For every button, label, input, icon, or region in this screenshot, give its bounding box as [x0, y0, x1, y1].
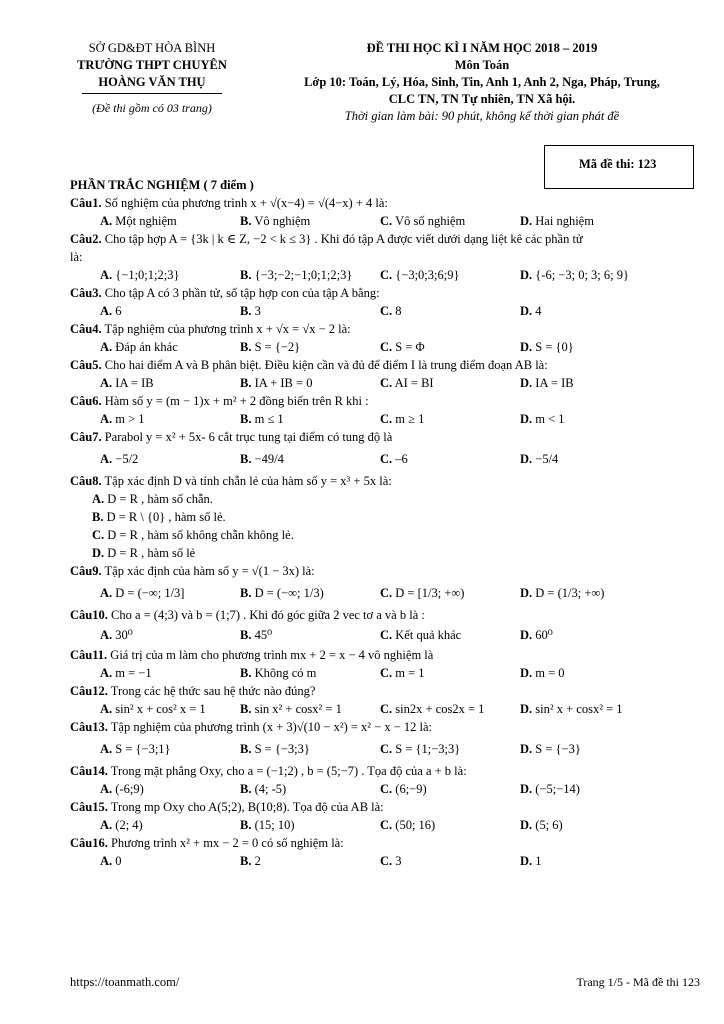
- option-letter: B.: [240, 214, 252, 228]
- question-text: Cho hai điểm A và B phân biệt. Điều kiện cần và đủ để điểm I là trung điểm đoạn AB là:: [101, 358, 548, 372]
- option-letter: A.: [100, 214, 113, 228]
- option-text: 8: [395, 304, 402, 318]
- option-letter: A.: [100, 702, 113, 716]
- options-row: [70, 780, 700, 798]
- option-text: S = {1;−3;3}: [395, 742, 461, 756]
- option-text: (-6;9): [115, 782, 144, 796]
- option-text: 3: [395, 854, 402, 868]
- option-d[interactable]: [520, 852, 542, 870]
- option-text: IA + IB = 0: [254, 376, 313, 390]
- option-text: (−5;−14): [535, 782, 580, 796]
- option-letter: C.: [380, 742, 393, 756]
- option-letter: C.: [380, 586, 393, 600]
- option-a[interactable]: [100, 266, 240, 284]
- option-b[interactable]: [240, 816, 380, 834]
- option-letter: D.: [520, 702, 533, 716]
- option-letter: C.: [380, 854, 393, 868]
- exam-classes-2: CLC TN, TN Tự nhiên, TN Xã hội.: [388, 92, 576, 106]
- option-c[interactable]: [380, 302, 520, 320]
- option-letter: B.: [240, 666, 252, 680]
- question-text: Tập xác định của hàm số y = √(1 − 3x) là:: [101, 564, 315, 578]
- question-label: Câu14.: [70, 764, 108, 778]
- option-c[interactable]: [380, 816, 520, 834]
- option-letter: D.: [520, 304, 533, 318]
- option-b[interactable]: [240, 780, 380, 798]
- option-letter: D.: [520, 214, 533, 228]
- option-c[interactable]: [380, 374, 520, 392]
- option-letter: D.: [520, 376, 533, 390]
- option-a[interactable]: [100, 700, 240, 718]
- option-letter: A.: [100, 818, 113, 832]
- option-letter: D.: [520, 742, 533, 756]
- question: [70, 230, 700, 248]
- option-b[interactable]: [240, 374, 380, 392]
- option-letter: A.: [100, 304, 113, 318]
- option-text: m ≥ 1: [395, 412, 425, 426]
- option-a[interactable]: [100, 736, 240, 762]
- question-label: Câu9.: [70, 564, 102, 578]
- option-d[interactable]: [520, 580, 604, 606]
- school-name-2: HOÀNG VĂN THỤ: [98, 75, 206, 89]
- option-letter: A.: [100, 782, 113, 796]
- header-left: [52, 40, 252, 117]
- question-text: Trong mp Oxy cho A(5;2), B(10;8). Tọa độ của AB là:: [107, 800, 384, 814]
- option-d[interactable]: [520, 736, 581, 762]
- question-label: Câu11.: [70, 648, 108, 662]
- pages-note: (Đề thi gồm có 03 trang): [92, 101, 212, 115]
- option-text: 2: [254, 854, 261, 868]
- school-name-1: TRƯỜNG THPT CHUYÊN: [77, 58, 227, 72]
- option-text: (4; -5): [254, 782, 287, 796]
- option-letter: D.: [520, 782, 533, 796]
- option-text: m = 1: [395, 666, 425, 680]
- option-letter: A.: [100, 268, 113, 282]
- options-row: [70, 302, 700, 320]
- option-text: Không có m: [254, 666, 317, 680]
- question-label: Câu12.: [70, 684, 108, 698]
- option-letter: C.: [380, 340, 393, 354]
- option-letter: D.: [520, 340, 533, 354]
- option-text: D = (1/3; +∞): [535, 586, 605, 600]
- option-letter: D.: [520, 452, 533, 466]
- option-b[interactable]: [240, 266, 380, 284]
- option-text: D = R , hàm số chẵn.: [107, 492, 213, 506]
- option-text: 4: [535, 304, 542, 318]
- option-text: D = [1/3; +∞): [395, 586, 465, 600]
- question-text: Tập nghiệm của phương trình (x + 3)√(10 − x²) = x² − x − 12 là:: [107, 720, 433, 734]
- question-text: Giá trị của m làm cho phương trình mx + 2 = x − 4 vô nghiệm là: [107, 648, 434, 662]
- option-letter: B.: [240, 702, 252, 716]
- option-text: Kết quả khác: [395, 628, 462, 642]
- option-c[interactable]: [380, 580, 520, 606]
- question: [70, 646, 700, 664]
- footer-page: Trang 1/5 - Mã đề thi 123: [576, 975, 700, 989]
- option-letter: B.: [240, 412, 252, 426]
- exam-subject: Môn Toán: [454, 58, 510, 72]
- option-letter: B.: [240, 628, 252, 642]
- question-text: Hàm số y = (m − 1)x + m² + 2 đồng biến trên R khi :: [101, 394, 369, 408]
- option-text: Đáp án khác: [115, 340, 178, 354]
- option-text: S = Φ: [395, 340, 425, 354]
- option-a[interactable]: [70, 490, 700, 508]
- option-letter: C.: [380, 412, 393, 426]
- option-letter: A.: [100, 666, 113, 680]
- option-text: Vô nghiệm: [254, 214, 311, 228]
- option-text: AI = BI: [394, 376, 434, 390]
- option-letter: C.: [380, 304, 393, 318]
- option-letter: D.: [92, 546, 105, 560]
- question-text: Tập xác định D và tính chẵn lẻ của hàm số y = x³ + 5x là:: [101, 474, 392, 488]
- option-c[interactable]: [380, 446, 520, 472]
- question: [70, 606, 700, 624]
- question: [70, 194, 700, 212]
- option-d[interactable]: [520, 700, 623, 718]
- option-d[interactable]: [520, 780, 580, 798]
- option-b[interactable]: [240, 212, 380, 230]
- option-b[interactable]: [240, 700, 380, 718]
- option-text: Một nghiệm: [115, 214, 177, 228]
- option-text: S = {−3;1}: [115, 742, 171, 756]
- question-label: Câu13.: [70, 720, 108, 734]
- option-a[interactable]: [100, 338, 240, 356]
- option-text: S = {0}: [535, 340, 574, 354]
- options-row: [70, 338, 700, 356]
- question-list: [70, 194, 700, 870]
- option-text: IA = IB: [535, 376, 574, 390]
- option-letter: C.: [380, 268, 393, 282]
- option-letter: B.: [240, 586, 252, 600]
- header-right: [262, 40, 702, 125]
- question-label: Câu6.: [70, 394, 102, 408]
- option-c[interactable]: [380, 736, 520, 762]
- option-d[interactable]: [520, 446, 558, 472]
- option-text: IA = IB: [115, 376, 154, 390]
- option-letter: C.: [380, 376, 393, 390]
- question: [70, 320, 700, 338]
- option-text: −5/2: [115, 452, 139, 466]
- option-text: Hai nghiệm: [535, 214, 594, 228]
- question-text: Phương trình x² + mx − 2 = 0 có số nghiệm là:: [107, 836, 344, 850]
- option-text: D = R \ {0} , hàm số lẻ.: [106, 510, 226, 524]
- question: [70, 834, 700, 852]
- option-letter: B.: [240, 268, 252, 282]
- option-text: 1: [535, 854, 542, 868]
- option-text: sin x² + cosx² = 1: [254, 702, 342, 716]
- options-row: [70, 266, 700, 284]
- option-c[interactable]: [380, 700, 520, 718]
- question-label: Câu16.: [70, 836, 108, 850]
- option-text: D = R , hàm số không chẵn không lẻ.: [107, 528, 294, 542]
- option-d[interactable]: [70, 544, 700, 562]
- question-label: Câu3.: [70, 286, 102, 300]
- option-d[interactable]: [520, 624, 553, 646]
- options-row: [70, 580, 700, 606]
- option-b[interactable]: [240, 624, 380, 646]
- option-letter: D.: [520, 666, 533, 680]
- question: [70, 798, 700, 816]
- question-text: Cho tập A có 3 phần tử, số tập hợp con của tập A bằng:: [101, 286, 380, 300]
- option-letter: C.: [380, 628, 393, 642]
- option-letter: A.: [100, 742, 113, 756]
- option-text: (50; 16): [395, 818, 436, 832]
- option-d[interactable]: [520, 374, 574, 392]
- option-text: 30⁰: [115, 628, 133, 642]
- option-text: 3: [254, 304, 261, 318]
- option-text: −49/4: [254, 452, 284, 466]
- options-row: [70, 852, 700, 870]
- question-label: Câu10.: [70, 608, 108, 622]
- option-c[interactable]: [70, 526, 700, 544]
- option-c[interactable]: [380, 212, 520, 230]
- option-letter: C.: [92, 528, 105, 542]
- option-b[interactable]: [240, 446, 380, 472]
- option-text: m < 1: [535, 412, 565, 426]
- options-row: [70, 664, 700, 682]
- option-a[interactable]: [100, 624, 240, 646]
- option-text: {−3;−2;−1;0;1;2;3}: [254, 268, 353, 282]
- question-label: Câu2.: [70, 232, 102, 246]
- option-letter: A.: [100, 376, 113, 390]
- option-text: {−1;0;1;2;3}: [115, 268, 180, 282]
- option-text: m = −1: [115, 666, 152, 680]
- question-label: Câu4.: [70, 322, 102, 336]
- question: [70, 718, 700, 736]
- options-row: [70, 736, 700, 762]
- option-text: 0: [115, 854, 122, 868]
- option-letter: D.: [520, 586, 533, 600]
- option-letter: B.: [240, 782, 252, 796]
- exam-classes-1: Lớp 10: Toán, Lý, Hóa, Sinh, Tin, Anh 1, Anh 2, Nga, Pháp, Trung,: [304, 75, 660, 89]
- option-letter: A.: [100, 412, 113, 426]
- option-letter: D.: [520, 268, 533, 282]
- question-label: Câu7.: [70, 430, 102, 444]
- exam-title: ĐỀ THI HỌC KÌ I NĂM HỌC 2018 – 2019: [366, 41, 598, 55]
- option-letter: C.: [380, 452, 393, 466]
- option-b[interactable]: [240, 852, 380, 870]
- option-letter: A.: [92, 492, 105, 506]
- option-b[interactable]: [240, 580, 380, 606]
- option-letter: B.: [240, 742, 252, 756]
- option-d[interactable]: [520, 212, 594, 230]
- header-divider: [82, 93, 222, 94]
- option-a[interactable]: [100, 580, 240, 606]
- question: [70, 428, 700, 446]
- option-c[interactable]: [380, 852, 520, 870]
- option-a[interactable]: [100, 446, 240, 472]
- option-text: D = (−∞; 1/3): [254, 586, 324, 600]
- option-letter: D.: [520, 818, 533, 832]
- department: SỞ GD&ĐT HÒA BÌNH: [88, 41, 216, 55]
- option-text: S = {−3}: [535, 742, 581, 756]
- option-a[interactable]: [100, 302, 240, 320]
- question-label: Câu5.: [70, 358, 102, 372]
- option-text: sin2x + cos2x = 1: [395, 702, 485, 716]
- option-text: (15; 10): [254, 818, 295, 832]
- option-d[interactable]: [520, 338, 574, 356]
- option-d[interactable]: [520, 266, 629, 284]
- option-letter: D.: [520, 412, 533, 426]
- option-letter: D.: [520, 854, 533, 868]
- option-text: −5/4: [535, 452, 559, 466]
- option-text: sin² x + cosx² = 1: [535, 702, 623, 716]
- option-a[interactable]: [100, 212, 240, 230]
- option-c[interactable]: [380, 266, 520, 284]
- question-text: Số nghiệm của phương trình x + √(x−4) = √(4−x) + 4 là:: [101, 196, 388, 210]
- option-text: S = {−2}: [254, 340, 301, 354]
- option-text: {-6; −3; 0; 3; 6; 9}: [535, 268, 629, 282]
- option-text: D = (−∞; 1/3]: [115, 586, 185, 600]
- option-b[interactable]: [240, 338, 380, 356]
- option-d[interactable]: [520, 410, 565, 428]
- option-text: –6: [395, 452, 408, 466]
- question-label: Câu1.: [70, 196, 102, 210]
- option-c[interactable]: [380, 624, 520, 646]
- question: [70, 392, 700, 410]
- option-text: (2; 4): [115, 818, 143, 832]
- option-c[interactable]: [380, 664, 520, 682]
- option-a[interactable]: [100, 374, 240, 392]
- options-row: [70, 816, 700, 834]
- option-text: S = {−3;3}: [254, 742, 310, 756]
- option-text: 6: [115, 304, 122, 318]
- option-letter: C.: [380, 782, 393, 796]
- option-letter: A.: [100, 340, 113, 354]
- options-row: [70, 212, 700, 230]
- option-text: (6;−9): [395, 782, 427, 796]
- exam-content: [70, 176, 700, 870]
- option-letter: B.: [92, 510, 104, 524]
- option-text: Vô số nghiệm: [395, 214, 466, 228]
- option-b[interactable]: [70, 508, 700, 526]
- question-text: Parabol y = x² + 5x- 6 cắt trục tung tại điểm có tung độ là: [101, 430, 393, 444]
- question: [70, 762, 700, 780]
- option-letter: B.: [240, 304, 252, 318]
- option-letter: C.: [380, 818, 393, 832]
- options-row: [70, 446, 700, 472]
- option-letter: A.: [100, 452, 113, 466]
- option-letter: B.: [240, 818, 252, 832]
- option-letter: D.: [520, 628, 533, 642]
- option-d[interactable]: [520, 664, 565, 682]
- options-row: [70, 624, 700, 646]
- question: [70, 562, 700, 580]
- option-letter: C.: [380, 702, 393, 716]
- option-letter: B.: [240, 452, 252, 466]
- option-letter: B.: [240, 340, 252, 354]
- option-text: {−3;0;3;6;9}: [395, 268, 460, 282]
- question-text: Trong các hệ thức sau hệ thức nào đúng?: [107, 684, 316, 698]
- question: [70, 284, 700, 302]
- question-text-cont: là:: [70, 250, 83, 264]
- option-text: 45⁰: [254, 628, 273, 642]
- question-label: Câu8.: [70, 474, 102, 488]
- option-d[interactable]: [520, 302, 542, 320]
- exam-time: Thời gian làm bài: 90 phút, không kể thời gian phát đề: [344, 109, 620, 123]
- option-b[interactable]: [240, 664, 380, 682]
- question-text: Cho tập hợp A = {3k | k ∈ Z, −2 < k ≤ 3} . Khi đó tập A được viết dưới dạng liệt kê các phần tử: [101, 232, 583, 246]
- question: [70, 682, 700, 700]
- option-letter: C.: [380, 214, 393, 228]
- option-a[interactable]: [100, 664, 240, 682]
- option-letter: B.: [240, 854, 252, 868]
- option-d[interactable]: [520, 816, 563, 834]
- options-row: [70, 410, 700, 428]
- option-a[interactable]: [100, 410, 240, 428]
- footer-url[interactable]: https://toanmath.com/: [70, 975, 180, 989]
- option-text: (5; 6): [535, 818, 563, 832]
- option-c[interactable]: [380, 338, 520, 356]
- option-text: m ≤ 1: [254, 412, 284, 426]
- option-letter: A.: [100, 586, 113, 600]
- option-b[interactable]: [240, 736, 380, 762]
- question-text: Tập nghiệm của phương trình x + √x = √x − 2 là:: [101, 322, 351, 336]
- option-text: m = 0: [535, 666, 565, 680]
- option-c[interactable]: [380, 410, 520, 428]
- option-text: 60⁰: [535, 628, 553, 642]
- question-text: Cho a = (4;3) và b = (1;7) . Khi đó góc giữa 2 vec tơ a và b là :: [107, 608, 425, 622]
- option-c[interactable]: [380, 780, 520, 798]
- options-row: [70, 700, 700, 718]
- option-letter: B.: [240, 376, 252, 390]
- option-b[interactable]: [240, 410, 380, 428]
- options-row: [70, 374, 700, 392]
- option-letter: C.: [380, 666, 393, 680]
- option-letter: A.: [100, 628, 113, 642]
- option-b[interactable]: [240, 302, 380, 320]
- question-label: Câu15.: [70, 800, 108, 814]
- exam-code: Mã đề thi: 123: [579, 157, 657, 171]
- option-a[interactable]: [100, 852, 240, 870]
- question-text: Trong mặt phẳng Oxy, cho a = (−1;2) , b = (5;−7) . Tọa độ của a + b là:: [107, 764, 467, 778]
- option-text: D = R , hàm số lẻ: [107, 546, 196, 560]
- question: [70, 356, 700, 374]
- option-a[interactable]: [100, 780, 240, 798]
- option-text: sin² x + cos² x = 1: [115, 702, 206, 716]
- option-text: m > 1: [115, 412, 145, 426]
- option-a[interactable]: [100, 816, 240, 834]
- option-letter: A.: [100, 854, 113, 868]
- question: [70, 472, 700, 490]
- section-title: PHẦN TRẮC NGHIỆM ( 7 điểm ): [70, 178, 254, 192]
